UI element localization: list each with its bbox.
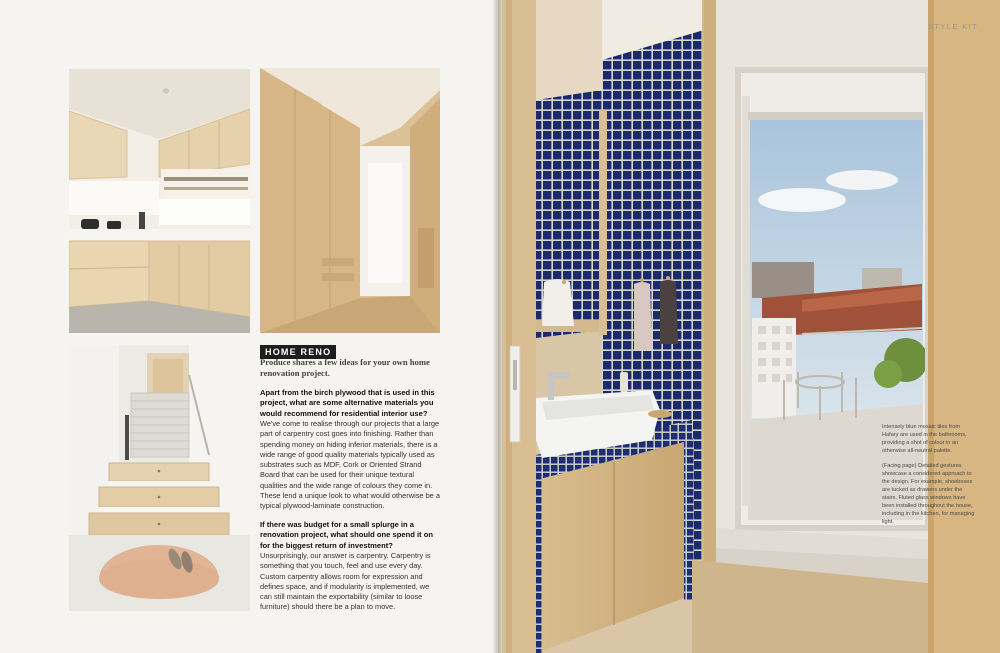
home-reno-intro: Produce shares a few ideas for your own home renovation project. (260, 357, 430, 378)
home-reno-tag: HOME RENO (260, 345, 336, 359)
photo-caption (882, 423, 977, 533)
corridor-photo (260, 68, 440, 333)
answer-1: We've come to realise through our projects that a large part of carpentry cost goes into finishing. Rather than spending money on hiding inferior materials, there is a wide range of good quality materials typically used as substrates such as MDF, Cork or Oriented Strand Board that can be used for their unique textural qualities and the wide range of colours they come in. These lend a unique look to what would otherwise be a typical plywood-laminate construction. (260, 419, 440, 511)
caption-paragraph-1: Intensely blue mosaic tiles from Hafary are used in the bathrooms, providing a shot of colour in an otherwise all-neutral palette. (882, 424, 967, 454)
section-label: STYLE KIT (928, 22, 979, 31)
answer-2: Unsurprisingly, our answer is carpentry. Carpentry is something that you touch, feel and use every day. Custom carpentry allows room for expression and defines space, and if modularity is implemented, we can still maintain the exportability (similar to loose furniture) should there be a plan to move. (260, 551, 431, 612)
kitchen-photo (69, 69, 250, 333)
caption-paragraph-2: (Facing page) Detailed gestures showcase a considered approach to the design. For example, shoeboxes are tucked as drawers under the stairs. Fluted glass windows have been installed throughout the house, including in the kitchen, for managing light. (882, 463, 975, 525)
bathroom-photo (502, 0, 1000, 653)
question-2: If there was budget for a small splurge in a renovation project, what should one spend it on for the biggest return of investment? (260, 520, 433, 550)
stairs-photo (69, 345, 250, 611)
question-1: Apart from the birch plywood that is used in this project, what are some alternative materials you would recommend for residential interior use? (260, 388, 435, 418)
